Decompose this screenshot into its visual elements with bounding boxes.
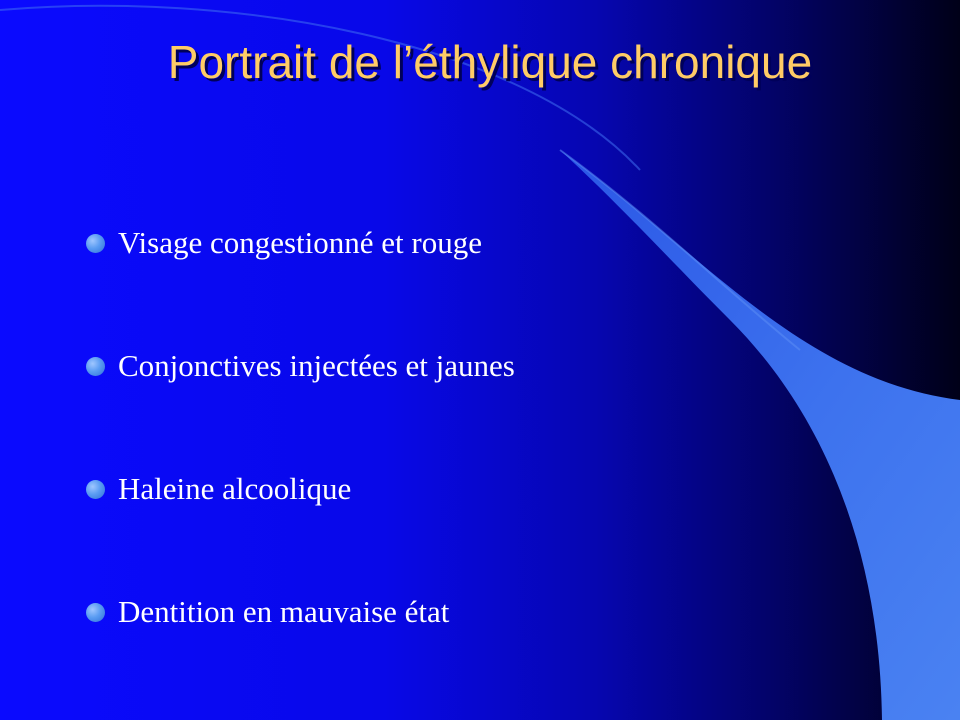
bullet-text: Conjonctives injectées et jaunes (118, 348, 515, 383)
bullet-text: Visage congestionné et rouge (118, 225, 482, 260)
bullet-text: Haleine alcoolique (118, 471, 352, 506)
list-item (86, 458, 515, 520)
bullet-text: Dentition en mauvaise état (118, 594, 450, 629)
bullet-icon (86, 357, 105, 376)
slide-title: Portrait de l’éthylique chronique (167, 36, 813, 88)
bullet-icon (86, 480, 105, 499)
bullet-icon (86, 603, 105, 622)
bullet-list (86, 212, 515, 704)
list-item (86, 335, 515, 397)
list-item (86, 581, 515, 643)
list-item (86, 212, 515, 274)
bullet-icon (86, 234, 105, 253)
